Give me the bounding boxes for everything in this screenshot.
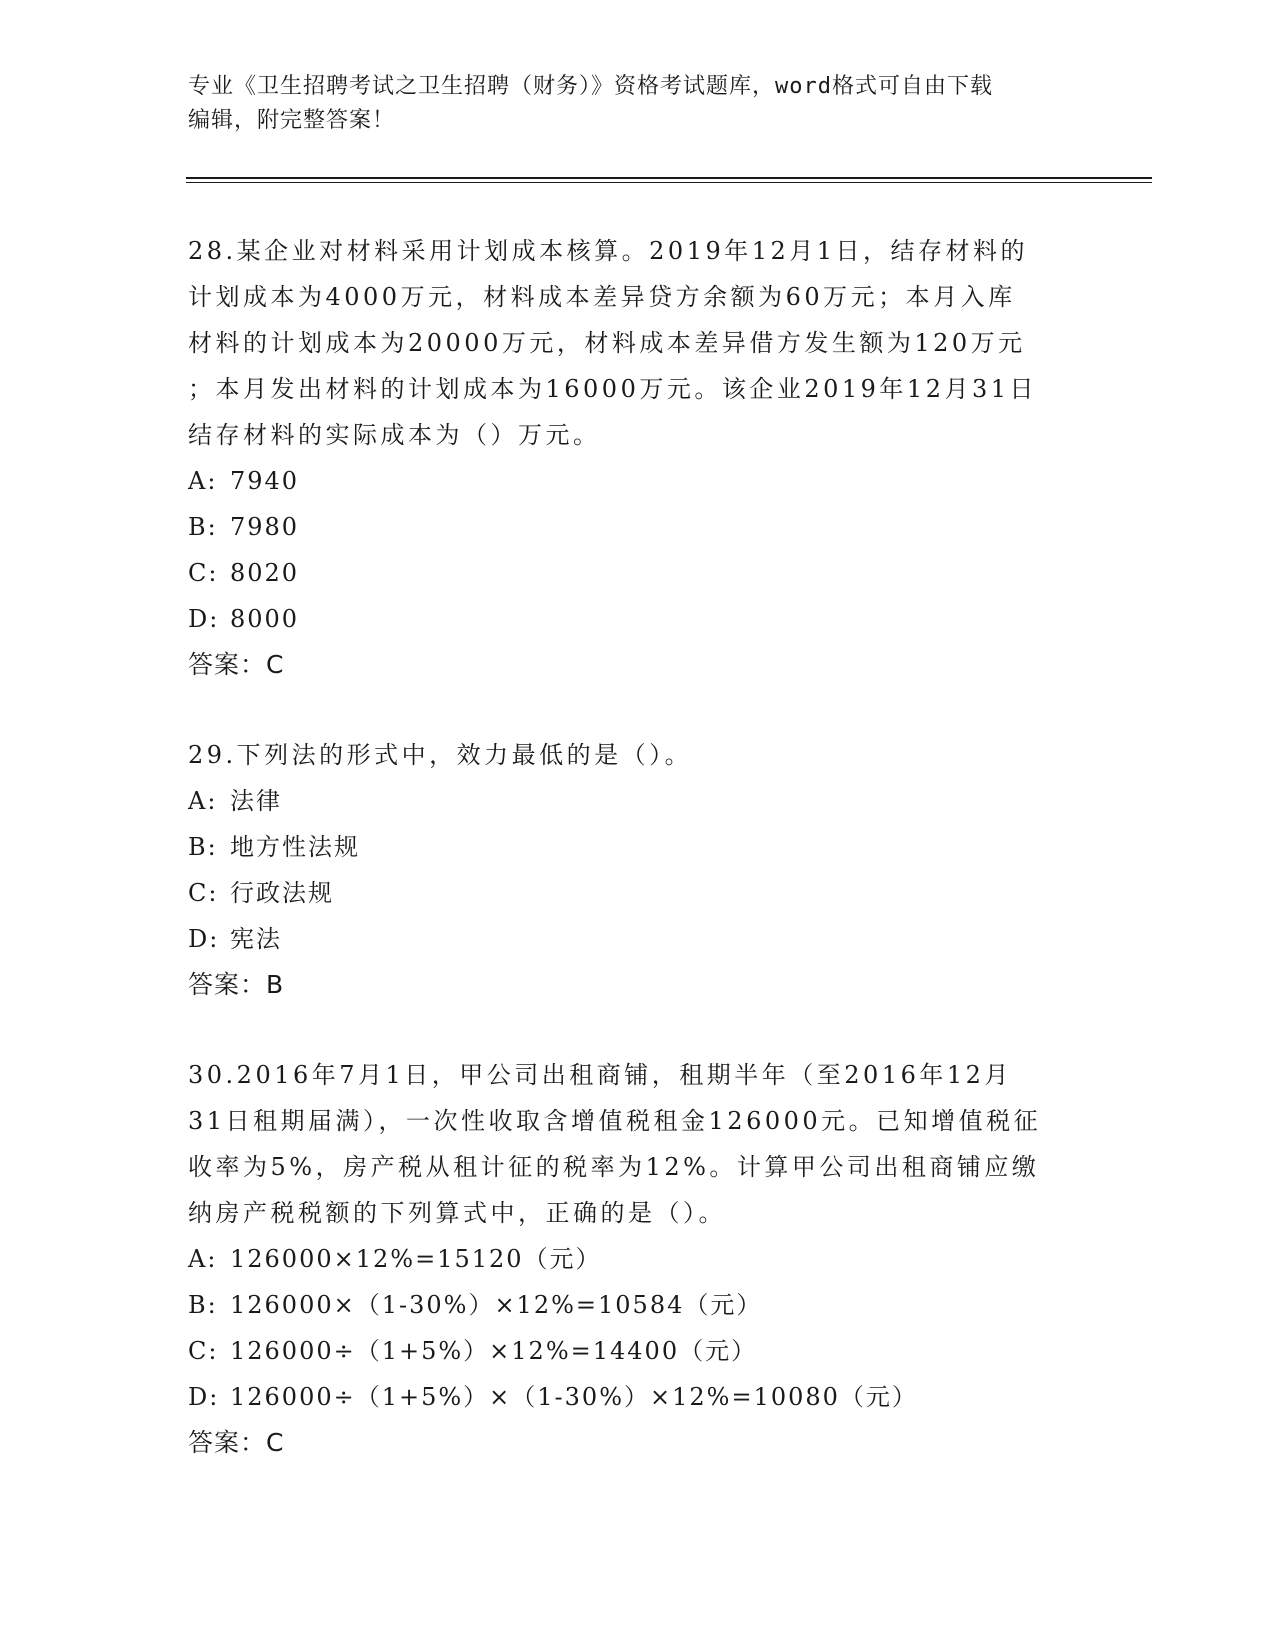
option-letter: A: [188,1245,218,1273]
question-30 [188,1052,1088,1466]
question-text-line: 材料的计划成本为20000万元，材料成本差异借方发生额为120万元 [188,329,1026,357]
question-text-line: 纳房产税税额的下列算式中，正确的是（）。 [188,1199,726,1227]
option-a [188,778,1088,824]
question-28 [188,228,1088,688]
question-text-line: ；本月发出材料的计划成本为16000万元。该企业2019年12月31日 [188,375,1038,403]
option-b [188,1282,1088,1328]
option-letter: D: [188,605,220,633]
question-29 [188,732,1088,1008]
option-d [188,1374,1088,1420]
option-letter: A: [188,787,218,815]
option-text: 126000÷（1+5%）×（1-30%）×12%=10080（元） [230,1383,918,1411]
option-letter: B: [188,513,218,541]
option-c [188,870,1088,916]
option-b [188,504,1088,550]
question-text-line: 29.下列法的形式中，效力最低的是（）。 [188,741,693,769]
option-text: 126000×（1-30%）×12%=10584（元） [230,1291,763,1319]
option-text: 行政法规 [230,879,334,907]
option-letter: A: [188,467,218,495]
option-text: 126000÷（1+5%）×12%=14400（元） [230,1337,758,1365]
option-text: 法律 [230,787,282,815]
option-letter: B: [188,833,218,861]
header-rule-thin [186,182,1152,183]
question-text-line: 计划成本为4000万元，材料成本差异贷方余额为60万元；本月入库 [188,283,1016,311]
option-text: 126000×12%=15120（元） [230,1245,602,1273]
answer-line: 答案：C [188,1428,285,1457]
question-text-line: 30.2016年7月1日，甲公司出租商铺，租期半年（至2016年12月 [188,1061,1012,1089]
option-text: 7980 [230,513,300,541]
header-rule-thick [186,177,1152,179]
option-letter: C: [188,879,219,907]
option-text: 8020 [230,559,300,587]
document-header [188,70,1088,138]
option-letter: D: [188,1383,220,1411]
option-text: 7940 [230,467,300,495]
question-text-line: 31日租期届满），一次性收取含增值税租金126000元。已知增值税征 [188,1107,1042,1135]
answer-line: 答案：C [188,650,285,679]
question-text-line: 结存材料的实际成本为（）万元。 [188,421,601,449]
option-letter: D: [188,925,220,953]
option-letter: B: [188,1291,218,1319]
header-line-2: 编辑，附完整答案！ [188,108,396,133]
question-text-line: 收率为5%，房产税从租计征的税率为12%。计算甲公司出租商铺应缴 [188,1153,1040,1181]
option-c [188,550,1088,596]
option-letter: C: [188,559,219,587]
option-a [188,1236,1088,1282]
option-a [188,458,1088,504]
option-text: 地方性法规 [230,833,360,861]
option-text: 宪法 [230,925,282,953]
answer-line: 答案：B [188,970,285,999]
option-d [188,916,1088,962]
option-c [188,1328,1088,1374]
option-d [188,596,1088,642]
question-text-line: 28.某企业对材料采用计划成本核算。2019年12月1日，结存材料的 [188,237,1029,265]
header-line-1: 专业《卫生招聘考试之卫生招聘（财务）》资格考试题库，word格式可自由下载 [188,74,993,99]
option-text: 8000 [230,605,300,633]
option-b [188,824,1088,870]
option-letter: C: [188,1337,219,1365]
